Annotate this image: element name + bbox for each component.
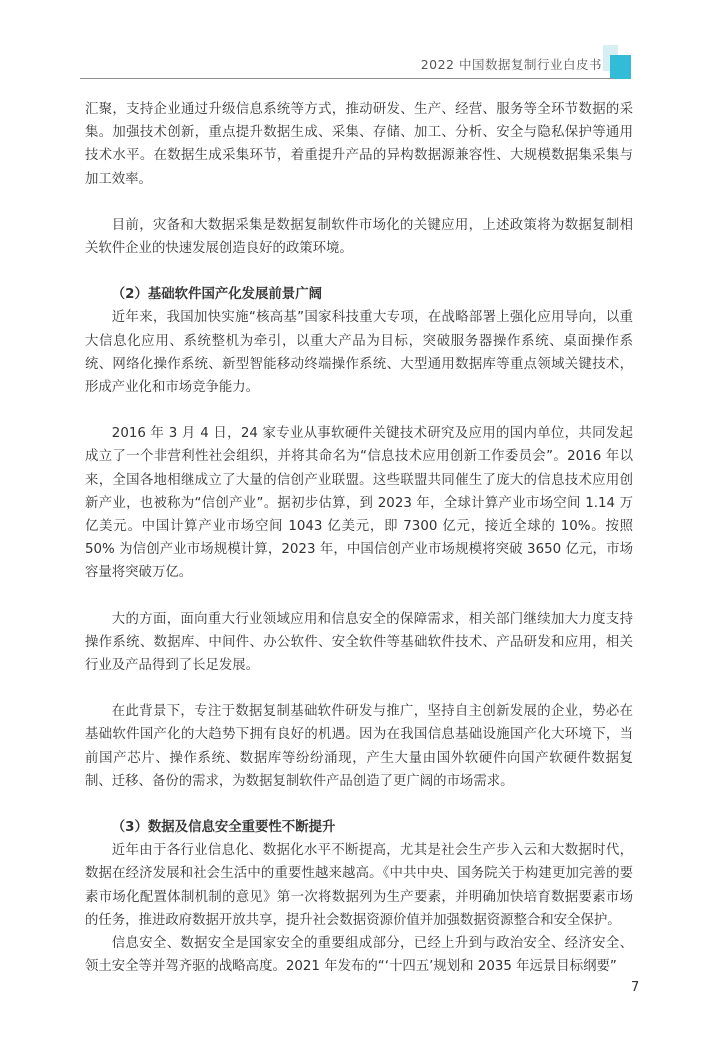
paragraph-gap: [85, 399, 633, 422]
section-heading-2: （2）基础软件国产化发展前景广阔: [111, 287, 322, 303]
paragraph-7: 近年由于各行业信息化、数据化水平不断提高，尤其是社会生产步入云和大数据时代，数据在经济发展和社会生活中的重要性越来越高。《中共中央、国务院关于构建更加完善的要素市场化配置体制机制的意见》第一次将数据列为生产要素，并明确加快培育数据要素市场的任务，推进政府数据开放共享，提升社会数据资源价值并加强数据资源整合和安全保护。: [85, 843, 633, 928]
paragraph-gap: [85, 191, 633, 214]
paragraph-5: 大的方面，面向重大行业领域应用和信息安全的保障需求，相关部门继续加大力度支持操作系统、数据库、中间件、办公软件、安全软件等基础软件技术、产品研发和应用，相关行业及产品得到了长足发展。: [85, 611, 633, 674]
paragraph-4: 2016 年 3 月 4 日，24 家专业从事软硬件关键技术研究及应用的国内单位，共同发起成立了一个非营利性社会组织，并将其命名为“信息技术应用创新工作委员会”。2016 年以来，全国各地相继成立了大量的信创产业联盟。这些联盟共同催生了庞大的信息技术应用创新产业，也被称为“信创产业”。据初步估算，到 2023 年，全球计算产业市场空间 1.14 万亿美元。中国计算产业市场空间 1043 亿美元，即 7300 亿元，接近全球的 10%。按照 50% 为信创产业市场规模计算，2023 年，中国信创产业市场规模将突破 3650 亿元，市场容量将突破万亿。: [85, 426, 633, 581]
section-heading-3: （3）数据及信息安全重要性不断提升: [111, 820, 336, 836]
paragraph-gap: [85, 677, 633, 700]
page-body: [85, 98, 633, 979]
paragraph-gap: [85, 260, 633, 283]
paragraph-gap: [85, 793, 633, 816]
paragraph-1: 汇聚，支持企业通过升级信息系统等方式，推动研发、生产、经营、服务等全环节数据的采集。加强技术创新，重点提升数据生成、采集、存储、加工、分析、安全与隐私保护等通用技术水平。在数据生成采集环节，着重提升产品的异构数据源兼容性、大规模数据集采集与加工效率。: [85, 102, 633, 187]
header-divider: [80, 78, 613, 79]
paragraph-6: 在此背景下，专注于数据复制基础软件研发与推广，坚持自主创新发展的企业，势必在基础软件国产化的大趋势下拥有良好的机遇。因为在我国信息基础设施国产化大环境下，当前国产芯片、操作系统、数据库等纷纷涌现，产生大量由国外软硬件向国产软硬件数据复制、迁移、备份的需求，为数据复制软件产品创造了更广阔的市场需求。: [85, 704, 633, 789]
page-number: 7: [631, 980, 640, 995]
header-title: 2022 中国数据复制行业白皮书: [420, 57, 602, 72]
report-logo-icon: [603, 45, 631, 79]
logo-front-block: [610, 55, 631, 79]
paragraph-2: 目前，灾备和大数据采集是数据复制软件市场化的关键应用，上述政策将为数据复制相关软件企业的快速发展创造良好的政策环境。: [85, 217, 633, 257]
paragraph-gap: [85, 585, 633, 608]
paragraph-8: 信息安全、数据安全是国家安全的重要组成部分，已经上升到与政治安全、经济安全、领土安全等并驾齐驱的战略高度。2021 年发布的“‘十四五’规划和 2035 年远景目标纲要”: [85, 936, 633, 975]
paragraph-3: 近年来，我国加快实施“核高基”国家科技重大专项，在战略部署上强化应用导向，以重大信息化应用、系统整机为牵引，以重大产品为目标，突破服务器操作系统、桌面操作系统、网络化操作系统、新型智能移动终端操作系统、大型通用数据库等重点领域关键技术，形成产业化和市场竞争能力。: [85, 310, 633, 396]
